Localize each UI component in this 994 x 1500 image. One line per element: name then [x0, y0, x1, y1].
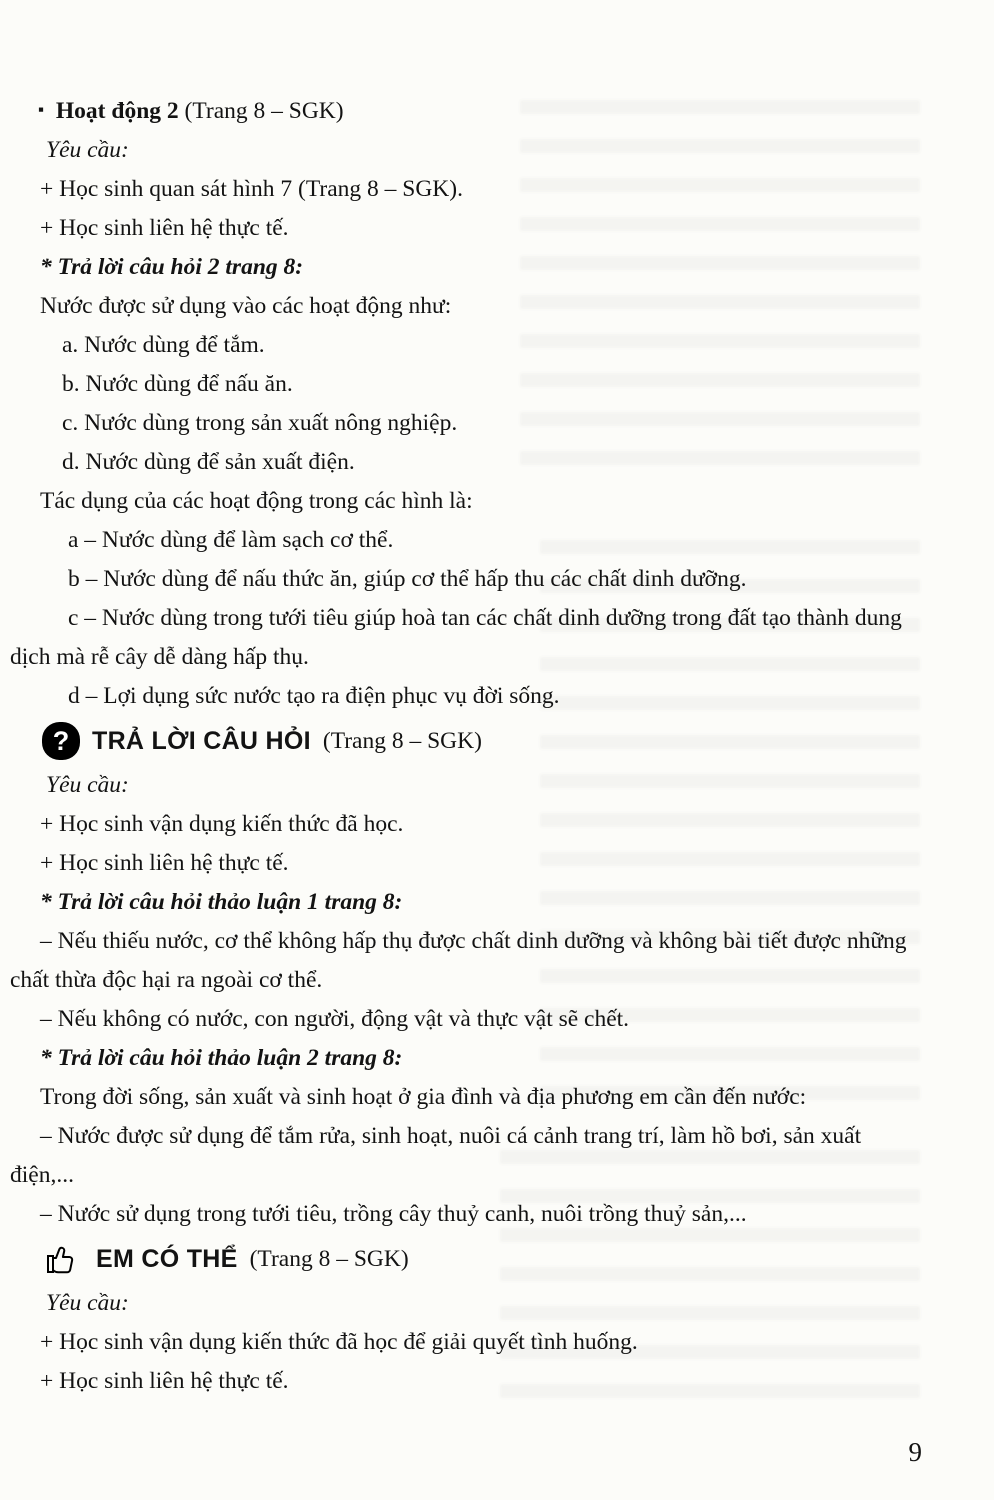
qa-heading-title: TRẢ LỜI CÂU HỎI — [92, 726, 311, 755]
list-item: b. Nước dùng để nấu ăn. — [62, 371, 293, 397]
em-co-the-section-heading — [10, 1237, 918, 1281]
effect-item: c – Nước dùng trong tưới tiêu giúp hoà tan các chất dinh dưỡng trong đất tạo thành dung dịch mà rễ cây dễ dàng hấp thụ. — [10, 605, 902, 670]
question-icon: ? — [42, 722, 80, 760]
answer-intro: Nước được sử dụng vào các hoạt động như: — [40, 293, 452, 319]
requirement-item: + Học sinh vận dụng kiến thức đã học. — [40, 811, 404, 837]
requirement-label: Yêu cầu: — [46, 137, 129, 163]
list-item: c. Nước dùng trong sản xuất nông nghiệp. — [62, 410, 458, 436]
answer-paragraph: – Nếu không có nước, con người, động vật và thực vật sẽ chết. — [40, 1006, 630, 1032]
requirement-item: + Học sinh liên hệ thực tế. — [40, 1368, 289, 1394]
effects-intro: Tác dụng của các hoạt động trong các hình là: — [40, 488, 473, 514]
list-item: a. Nước dùng để tắm. — [62, 332, 265, 358]
activity2-heading-title: Hoạt động 2 — [55, 98, 179, 124]
activity2-heading-suffix: (Trang 8 – SGK) — [184, 98, 344, 124]
requirement-label: Yêu cầu: — [46, 772, 129, 798]
em-co-the-heading-title: EM CÓ THỂ — [96, 1244, 238, 1273]
requirement-item: + Học sinh liên hệ thực tế. — [40, 850, 289, 876]
page-number: 9 — [908, 1437, 922, 1467]
answer-heading: * Trả lời câu hỏi thảo luận 2 trang 8: — [40, 1045, 403, 1071]
thumbs-up-icon — [42, 1239, 84, 1279]
activity2-heading — [10, 90, 918, 131]
em-co-the-heading-suffix: (Trang 8 – SGK) — [249, 1245, 409, 1272]
answer-paragraph: – Nước sử dụng trong tưới tiêu, trồng cây thuỷ canh, nuôi trồng thuỷ sản,... — [40, 1201, 747, 1227]
answer-heading: * Trả lời câu hỏi thảo luận 1 trang 8: — [40, 889, 403, 915]
requirement-item: + Học sinh vận dụng kiến thức đã học để giải quyết tình huống. — [40, 1329, 638, 1355]
qa-heading-suffix: (Trang 8 – SGK) — [322, 727, 482, 754]
answer-intro: Trong đời sống, sản xuất và sinh hoạt ở gia đình và địa phương em cần đến nước: — [40, 1084, 807, 1110]
qa-section-heading — [10, 719, 918, 763]
effect-item: a – Nước dùng để làm sạch cơ thể. — [68, 527, 394, 553]
effect-item: b – Nước dùng để nấu thức ăn, giúp cơ thể hấp thu các chất dinh dưỡng. — [68, 566, 747, 592]
requirement-label: Yêu cầu: — [46, 1290, 129, 1316]
list-item: d. Nước dùng để sản xuất điện. — [62, 449, 355, 475]
requirement-item: + Học sinh liên hệ thực tế. — [40, 215, 289, 241]
requirement-item: + Học sinh quan sát hình 7 (Trang 8 – SGK). — [40, 176, 463, 202]
square-bullet-icon: ▪ — [38, 100, 51, 119]
answer-paragraph: – Nước được sử dụng để tắm rửa, sinh hoạt, nuôi cá cảnh trang trí, làm hồ bơi, sản xuất điện,... — [10, 1123, 862, 1188]
effect-item: d – Lợi dụng sức nước tạo ra điện phục vụ đời sống. — [68, 683, 560, 709]
answer-paragraph: – Nếu thiếu nước, cơ thể không hấp thụ được chất dinh dưỡng và không bài tiết được những chất thừa độc hại ra ngoài cơ thể. — [10, 928, 907, 993]
answer-heading: * Trả lời câu hỏi 2 trang 8: — [40, 254, 304, 280]
page-content — [10, 90, 918, 1401]
